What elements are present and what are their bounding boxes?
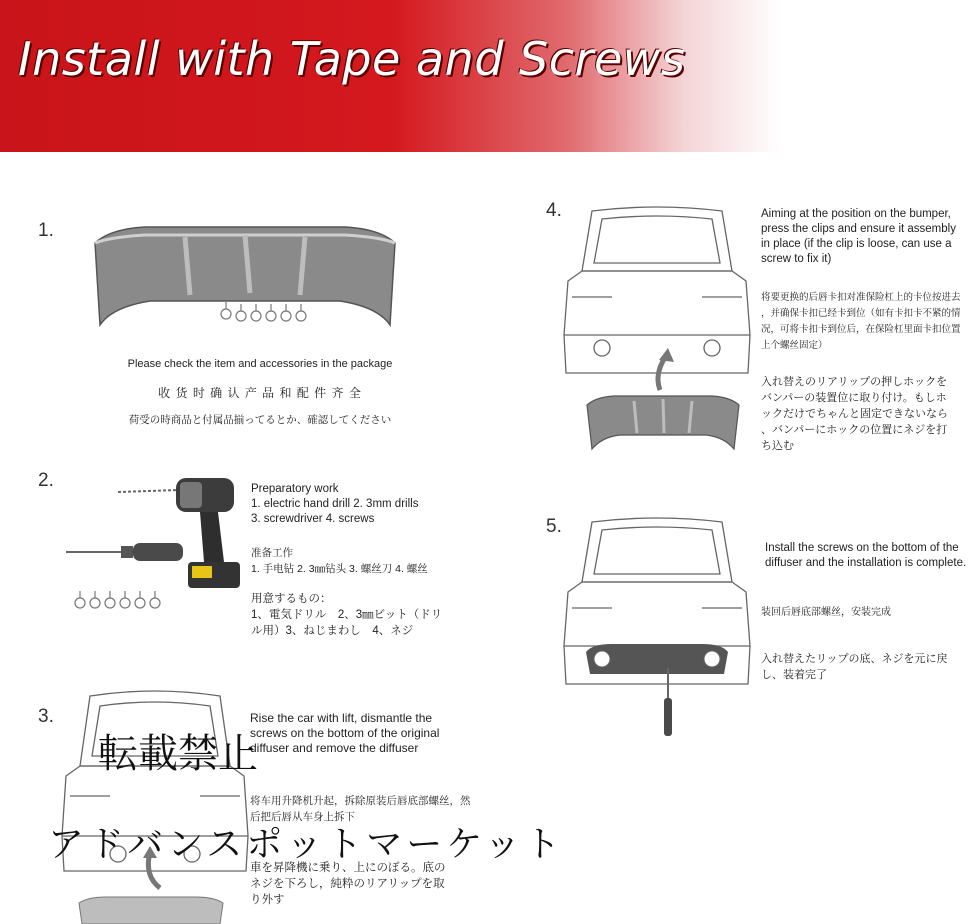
screwdriver-icon [66,540,186,564]
step-2-en-line: 1. electric hand drill 2. 3mm drills [251,498,419,510]
screws-set-1 [218,296,308,326]
car-rear-icon [562,516,752,696]
step-2-ja-line: 1、電気ドリル 2、3㎜ビット（ドリ [251,609,443,621]
step-3-en-block [250,711,480,756]
step-3-en-line: screws on the bottom of the original [250,726,440,740]
diffuser-illustration [584,393,742,451]
step-1-zh: 收 货 时 确 认 产 品 和 配 件 齐 全 [158,386,362,400]
step-4-en-line: in place (if the clip is loose, can use a [761,238,952,250]
step-2-ja-line: ル用）3、ねじまわし 4、ネジ [251,625,414,637]
screwdriver-icon [660,668,676,738]
step-3-en-line: Rise the car with lift, dismantle the [250,711,433,725]
step-3-ja-line: り外す [250,894,285,906]
step-5-number: 5. [546,516,562,537]
curved-arrow-icon [648,348,678,392]
step-4-zh-line: 况，可将卡扣卡到位后，在保险杠里面卡扣位置 [761,324,961,335]
step-4-zh-line: ，并确保卡扣已经卡到位（如有卡扣卡不紧的情 [761,308,961,319]
watermark-primary: 転載禁止 [98,731,258,777]
step-5-zh: 装回后唇底部螺丝，安装完成 [761,607,891,618]
step-2-zh-items: 1. 手电钻 2. 3㎜钻头 3. 螺丝刀 4. 螺丝 [251,563,428,575]
step-1-en: Please check the item and accessories in the package [127,358,393,370]
step-3-zh-line: 将车用升降机升起，拆除原装后唇底部螺丝，然 [250,795,471,807]
step-3-ja-line: 車を昇降機に乗り、上にのぼる。底の [250,862,446,874]
step-1-ja: 荷受の時商品と付属品揃ってるとか、確認してください [128,414,392,426]
step-4-en-line: Aiming at the position on the bumper, [761,208,951,220]
step-5-en-line: diffuser and the installation is complete. [765,557,967,569]
drill-icon [118,470,243,595]
step-4-ja-line: ックだけでちゃんと固定できないなら [761,408,948,420]
screws-set-2 [72,585,162,615]
watermark-secondary: アドバンスポットマーケット [48,824,565,865]
step-4-ja-line: ち込む [761,440,794,452]
step-2-en-line: Preparatory work [251,483,339,495]
step-4-ja-block [761,374,976,454]
step-5-en-line: Install the screws on the bottom of the [765,542,959,554]
step-4-ja-line: バンパーの装置位に取り付け。もしホ [761,392,947,404]
step-1-number: 1. [38,220,54,241]
step-5-en-block [765,541,975,571]
step-2-ja-block [251,591,481,639]
step-4-en-line: screw to fix it) [761,253,832,265]
step-5-ja-block [761,651,971,683]
step-4-zh-line: 将要更换的后唇卡扣对准保险杠上的卡位按进去 [761,292,961,303]
step-4-ja-line: 、バンパーにホックの位置にネジを打 [761,424,948,436]
banner-title: Install with Tape and Screws [18,32,686,86]
step-2-en-line: 3. screwdriver 4. screws [251,513,375,525]
step-2-ja-line: 用意するもの： [251,593,332,605]
step-4-zh-block [761,290,976,354]
step-3-ja-block [250,860,480,908]
header-banner [0,0,977,152]
step-2-zh-block [251,545,481,577]
step-4-en-line: press the clips and ensure it assembly [761,223,956,235]
step-3-zh-line: 后把后唇从车身上拆下 [250,811,355,823]
step-3-number: 3. [38,706,54,727]
step-5-ja-line: し、装着完了 [761,669,827,681]
step-3-ja-line: ネジを下ろし，純粋のリアリップを取 [250,878,445,890]
step-2-number: 2. [38,470,54,491]
step-3-en-line: diffuser and remove the diffuser [250,741,419,755]
step-5-ja-line: 入れ替えたリップの底、ネジを元に戻 [761,653,948,665]
step-2-en-block [251,482,481,527]
step-4-ja-line: 入れ替えのリアリップの押しホックを [761,376,948,388]
step-2-zh-title: 准备工作 [251,547,293,559]
diffuser-illustration [76,895,226,924]
step-4-number: 4. [546,200,562,221]
step-4-en-block [761,207,976,267]
step-4-zh-line: 上个螺丝固定） [761,340,828,351]
